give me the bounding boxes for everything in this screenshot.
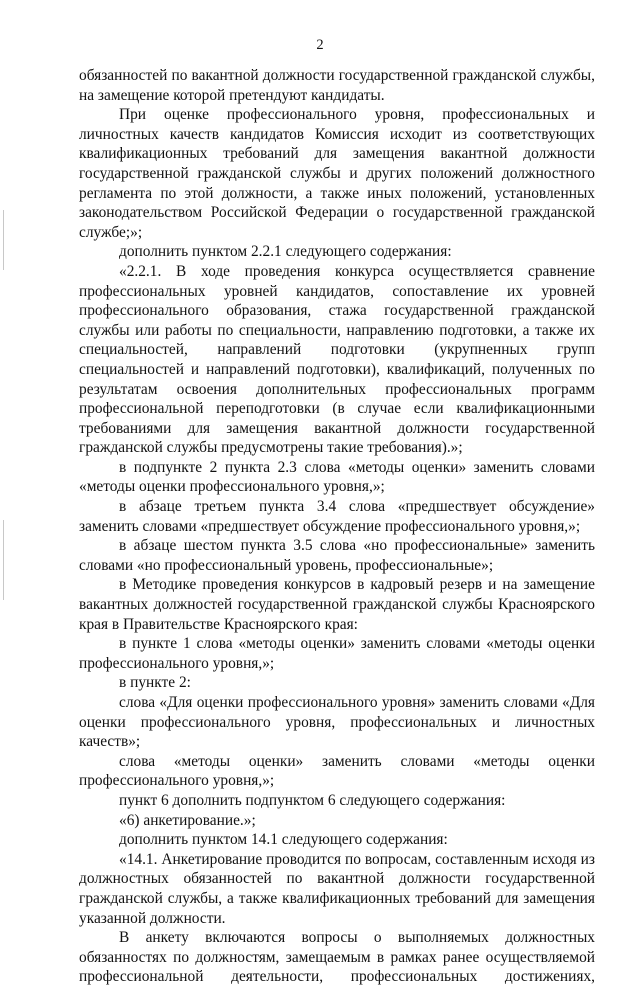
paragraph: «14.1. Анкетирование проводится по вопросам, составленным исходя из должностных обязанностей по вакантной должности государственной гражданской службы, а также квалификационных требований для замещения указанной должности.	[79, 850, 595, 927]
paragraph: в абзаце шестом пункта 3.5 слова «но профессиональные» заменить словами «но профессиональный уровень, профессиональные»;	[79, 537, 595, 574]
document-body	[79, 66, 595, 987]
paragraph: в пункте 1 слова «методы оценки» заменить словами «методы оценки профессионального уровня,»;	[79, 635, 595, 672]
scan-edge-mark	[3, 520, 4, 600]
paragraph: пункт 6 дополнить подпунктом 6 следующего содержания:	[119, 791, 506, 809]
paragraph: При оценке профессионального уровня, профессиональных и личностных качеств кандидатов Комиссия исходит из соответствующих квалификационных требований для замещения вакантной должности государственной гражданской службы и других положений должностного регламента по этой должности, а также иных положений, установленных законодательством Российской Федерации о государственной гражданской службе;»;	[79, 106, 595, 241]
scan-edge-mark	[3, 210, 4, 270]
page-number: 2	[316, 37, 324, 53]
paragraph: слова «Для оценки профессионального уровня» заменить словами «Для оценки профессионального уровня, профессиональных и личностных качеств»;	[79, 694, 595, 751]
paragraph: в пункте 2:	[119, 674, 191, 692]
paragraph: «6) анкетирование.»;	[119, 811, 256, 829]
paragraph: обязанностей по вакантной должности государственной гражданской службы, на замещение которой претендуют кандидаты.	[79, 67, 595, 104]
paragraph: В анкету включаются вопросы о выполняемых должностных обязанностях по должностям, замещаемым в рамках ранее осуществляемой профессиональной деятельности, профессиональных достижениях,	[79, 929, 595, 986]
paragraph: в подпункте 2 пункта 2.3 слова «методы оценки» заменить словами «методы оценки профессионального уровня,»;	[79, 458, 595, 496]
paragraph: дополнить пунктом 2.2.1 следующего содержания:	[119, 243, 452, 261]
paragraph: слова «методы оценки» заменить словами «методы оценки профессионального уровня,»;	[79, 752, 595, 790]
paragraph: «2.2.1. В ходе проведения конкурса осуществляется сравнение профессиональных уровней кандидатов, сопоставление их уровней профессионального образования, стажа государственной гражданской службы или работы по специальности, направлению подготовки, а также их специальностей, направлений подготовки (укрупненных групп специальностей и направлений подготовки), квалификаций, полученных по результатам освоения дополнительных профессиональных программ профессиональной переподготовки (в случае если квалификационными требованиями для замещения вакантной должности государственной гражданской службы предусмотрены такие требования).»;	[79, 262, 595, 457]
paragraph: в абзаце третьем пункта 3.4 слова «предшествует обсуждение» заменить словами «предшествует обсуждение профессионального уровня,»;	[79, 498, 595, 535]
paragraph: дополнить пунктом 14.1 следующего содержания:	[119, 831, 448, 849]
paragraph: в Методике проведения конкурсов в кадровый резерв и на замещение вакантных должностей государственной гражданской службы Красноярского края в Правительстве Красноярского края:	[79, 576, 595, 633]
